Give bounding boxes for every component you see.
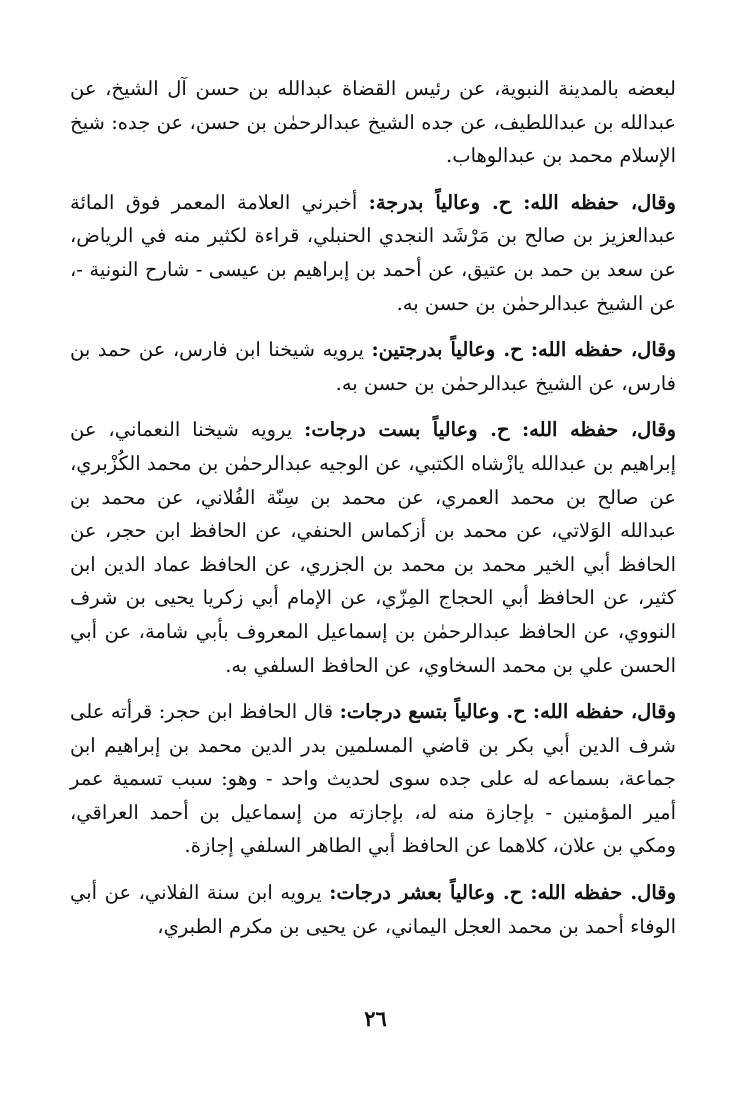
paragraph-6 [70,876,676,943]
paragraph-text: يرويه ابن سنة الفلاني، عن أبي الوفاء أحمد بن محمد العجل اليماني، عن يحيى بن مكرم الطبري، [70,881,676,938]
page-body [70,72,676,943]
paragraph-text: يرويه شيخنا ابن فارس، عن حمد بن فارس، عن الشيخ عبدالرحمٰن بن حسن به. [70,338,676,395]
paragraph-text: قال الحافظ ابن حجر: قرأته على شرف الدين أبي بكر بن قاضي المسلمين بدر الدين محمد بن إبراهيم ابن جماعة، بسماعه له على جده سوى لحديث واحد - وهو: سبب تسمية عمر أمير المؤمنين - بإجازة منه له، بإجازته من إسماعيل بن أحمد العراقي، ومكي بن علان، كلاهما عن الحافظ أبي الطاهر السلفي إجازة. [70,700,676,858]
paragraph-lead: وقال، حفظه الله: ح. وعالياً بتسع درجات: [339,700,676,724]
paragraph-text: لبعضه بالمدينة النبوية، عن رئيس القضاة عبدالله بن حسن آل الشيخ، عن عبدالله بن عبداللطيف، عن جده الشيخ عبدالرحمٰن بن حسن، عن جده: شيخ الإسلام محمد بن عبدالوهاب. [70,77,677,168]
paragraph-lead: وقال، حفظه الله: ح. وعالياً بدرجة: [368,190,676,214]
paragraph-lead: وقال، حفظه الله: ح. وعالياً بدرجتين: [371,338,676,362]
paragraph-1 [70,72,676,173]
paragraph-text: أخبرني العلامة المعمر فوق المائة عبدالعزيز بن صالح بن مَرْشَد النجدي الحنبلي، قراءة لكثير منه في الرياض، عن سعد بن حمد بن عتيق، عن أحمد بن إبراهيم بن عيسى - شارح النونية -، عن الشيخ عبدالرحمٰن بن حسن به. [70,190,676,315]
paragraph-4 [70,413,676,682]
page-number: ٢٦ [364,1006,387,1031]
paragraph-lead: وقال، حفظه الله: ح. وعالياً بست درجات: [304,418,676,442]
paragraph-text: يرويه شيخنا النعماني، عن إبراهيم بن عبدالله يازْشاه الكتبي، عن الوجيه عبدالرحمٰن بن محمد الكُزْبري، عن صالح بن محمد العمري، عن محمد بن سِنّة الفُلاني، عن محمد بن عبدالله الوَلاتي، عن محمد بن أزكماس الحنفي، عن الحافظ ابن حجر، عن الحافظ أبي الخير محمد بن محمد بن الجزري، عن الحافظ عماد الدين ابن كثير، عن الحافظ أبي الحجاج المِزّي، عن الإمام أبي زكريا يحيى بن شرف النووي، عن الحافظ عبدالرحمٰن بن إسماعيل المعروف بأبي شامة، عن أبي الحسن علي بن محمد السخاوي، عن الحافظ السلفي به. [70,418,676,677]
paragraph-3 [70,333,676,400]
paragraph-lead: وقال. حفظه الله: ح. وعالياً بعشر درجات: [329,881,676,905]
paragraph-5 [70,695,676,863]
paragraph-2 [70,186,676,320]
